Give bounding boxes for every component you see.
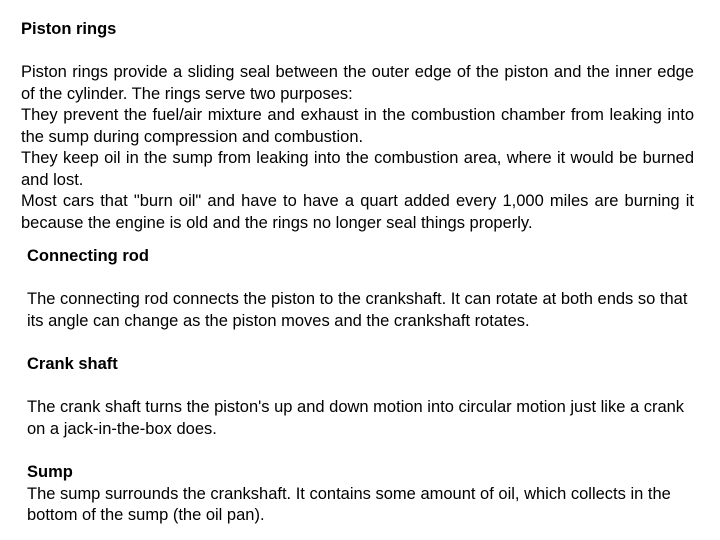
paragraph-piston-rings-burn-oil: Most cars that "burn oil" and have to have a quart added every 1,000 miles are burning it because the engine is old and the rings no longer seal things properly. (21, 192, 694, 232)
body-sump (27, 484, 694, 527)
paragraph-sump: The sump surrounds the crankshaft. It contains some amount of oil, which collects in the bottom of the sump (the oil pan). (27, 484, 671, 524)
paragraph-connecting-rod: The connecting rod connects the piston to the crankshaft. It can rotate at both ends so that its angle can change as the piston moves and the crankshaft rotates. (27, 290, 688, 330)
paragraph-piston-rings-intro: Piston rings provide a sliding seal between the outer edge of the piston and the inner edge of the cylinder. The rings serve two purposes: (21, 63, 694, 103)
paragraph-piston-rings-purpose-2: They keep oil in the sump from leaking into the combustion area, where it would be burned and lost. (21, 149, 694, 189)
body-crank-shaft (27, 397, 694, 440)
body-piston-rings (21, 62, 694, 234)
section-crank-shaft (27, 354, 694, 440)
body-connecting-rod (27, 289, 694, 332)
heading-crank-shaft: Crank shaft (27, 355, 118, 373)
paragraph-crank-shaft: The crank shaft turns the piston's up and down motion into circular motion just like a crank on a jack-in-the-box does. (27, 398, 685, 438)
heading-connecting-rod: Connecting rod (27, 247, 149, 265)
section-sump (27, 462, 694, 527)
section-piston-rings (21, 19, 694, 234)
section-connecting-rod (27, 246, 694, 332)
heading-sump: Sump (27, 463, 73, 481)
heading-piston-rings: Piston rings (21, 20, 117, 38)
paragraph-piston-rings-purpose-1: They prevent the fuel/air mixture and exhaust in the combustion chamber from leaking into the sump during compression and combustion. (21, 106, 694, 146)
